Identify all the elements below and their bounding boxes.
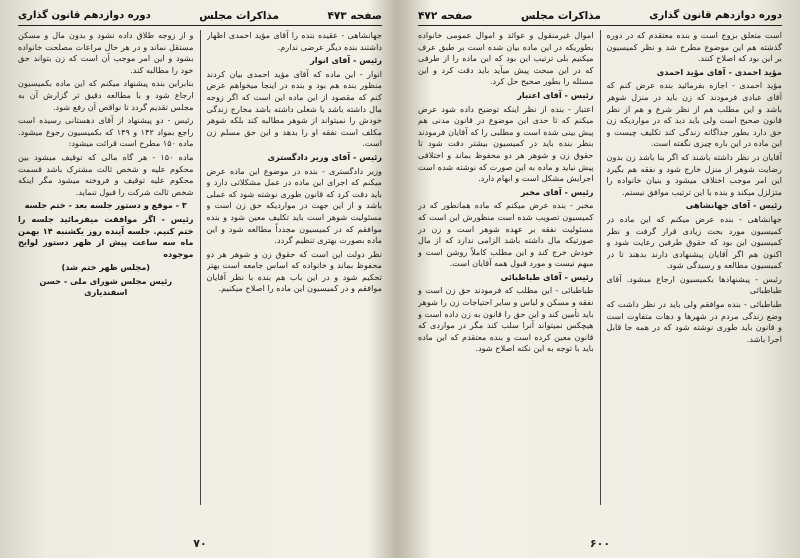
right-journal-title: مذاکرات مجلس — [521, 10, 601, 22]
right-page-label: صفحه ۴۷۲ — [418, 10, 473, 22]
text-paragraph: اعتبار - بنده از نظر اینکه توضیح داده شود عرض میکنم که تا حدی این موضوع در قانون مدنی هم پیش بینی شده است و مطلبی را که آقایان فرمودند بنظر بنده باید در کمیسیون بیشتر دقت شود تا حقوق زن و شوهر هر دو محفوظ بماند و اختلافی پیش نیاید و ماده به این صورت که نوشته شده است اجرایش مشکل است و ابهام دارد. — [418, 103, 594, 184]
text-paragraph: بنابراین بنده پیشنهاد میکنم که این ماده بکمیسیون ارجاع شود و با مطالعه دقیق تر گزارش آن به مجلس تقدیم گردد تا نواقص آن رفع شود. — [18, 78, 194, 112]
left-column-divider — [200, 30, 201, 505]
right-page — [400, 0, 800, 558]
speaker-line: ۳ - موقع و دستور جلسه بعد - ختم جلسه — [24, 200, 187, 211]
left-column-b — [18, 30, 194, 505]
speaker-line: رئیس - آقای جهانشاهی — [685, 200, 782, 211]
text-paragraph: طباطبائی - بنده موافقم ولی باید در نظر داشت که وضع زندگی مردم در شهرها و دهات متفاوت است و قانون باید طوری نوشته شود که در همه جا قابل اجرا باشد. — [606, 299, 782, 344]
text-paragraph: رئیس - دو پیشنهاد از آقای دهستانی رسیده است راجع بمواد ۱۴۲ و ۱۴۹ که بکمیسیون رجوع میشود. ماده ۱۵۰ مطرح است قرائت میشود: — [18, 115, 194, 149]
text-paragraph: نظر دولت این است که حقوق زن و شوهر هر دو محفوظ بماند و خانواده که اساس جامعه است بهتر تحکیم شود و در این باب هم بنده با نظر آقایان موافقم و در کمیسیون این ماده را اصلاح میکنیم. — [206, 248, 382, 294]
left-journal-title: مذاکرات مجلس — [199, 10, 279, 22]
speaker-line: رئیس - آقای مخبر — [520, 186, 594, 197]
left-series-title: دوره دوازدهم قانون گذاری — [18, 10, 151, 21]
left-page-label: صفحه ۴۷۳ — [327, 10, 382, 22]
left-header — [18, 10, 382, 23]
text-paragraph: و از زوجه طلاق داده نشود و بدون مال و مسکن مستقل نماند و در هر حال مراعات مصلحت خانواده بشود و این امر موجب آن است که زن بتواند حق خود را مطالبه کند. — [18, 30, 194, 75]
speaker-line: رئیس - آقای طباطبائی — [500, 271, 594, 282]
right-header-rule — [418, 25, 782, 26]
text-paragraph: است متعلق بزوج است و بنده معتقدم که در دوره گذشته هم این موضوع مطرح شد و نظر کمیسیون بر این بود که اصلاح کنند. — [606, 30, 782, 64]
text-paragraph: آقایان در نظر داشته باشند که اگر بنا باشد زن بدون رضایت شوهر از منزل خارج شود و نفقه هم بگیرد این امر موجب اختلاف میشود و بنیان خانواده را متزلزل میکند و بنده با این ترتیب موافق نیستم. — [606, 151, 782, 197]
left-header-rule — [18, 25, 382, 26]
speaker-line: رئیس مجلس شورای ملی - حسن اسفندیاری — [39, 275, 173, 298]
text-paragraph: مخبر - بنده عرض میکنم که ماده همانطور که در کمیسیون تصویب شده است منظورش این است که مسئولیت نفقه بر عهده شوهر است و زن در صورتیکه مال داشته باشد الزامی ندارد که از مال خودش خرج کند و این مطلب کاملاً روشن است و مبهم نیست و مورد قبول همه آقایان است. — [418, 200, 594, 269]
speaker-line: (مجلس ظهر ختم شد) — [61, 262, 151, 273]
text-paragraph: جهانشاهی - بنده عرض میکنم که این ماده در کمیسیون مورد بحث زیادی قرار گرفت و نظر کمیسیون این بود که حقوق طرفین رعایت شود و اکنون هم اگر آقایان پیشنهادی دارند بدهند تا در کمیسیون مطالعه و رسیدگی شود. — [606, 213, 782, 271]
text-paragraph: مؤید احمدی - اجازه بفرمائید بنده عرض کنم که آقای عبادی فرمودند که زن باید در منزل شوهر باشد و این مطلب هم از نظر شرع و هم از نظر قانون صحیح است ولی باید دید که در مواردیکه زن حق دارد بطور جداگانه زندگی کند تکلیف چیست و این ماده در این باره چیزی نگفته است. — [606, 80, 782, 149]
speaker-line: رئیس - آقای اعتبار — [517, 89, 594, 100]
text-paragraph: ماده ۱۵۰ - هر گاه مالی که توقیف میشود بین محکوم علیه و شخص ثالث مشترک باشد قسمت محکوم علیه توقیف و فروخته میشود مگر اینکه شخص ثالث شرکت را قبول ننماید. — [18, 151, 194, 197]
right-series-title: دوره دوازدهم قانون گذاری — [649, 10, 782, 21]
right-page-number: ۶۰۰ — [589, 537, 611, 550]
right-column-a — [418, 30, 594, 505]
speaker-line: رئیس - آقای وزیر دادگستری — [267, 151, 382, 162]
right-column-divider — [600, 30, 601, 505]
text-paragraph: جهانشاهی - عقیده بنده را آقای مؤید احمدی اظهار داشتند بنده دیگر عرضی ندارم. — [206, 30, 382, 52]
text-paragraph: طباطبائی - این مطلب که فرمودند حق زن است و نفقه و مسکن و لباس و سایر احتیاجات زن را شوهر باید تأمین کند و این حق را قانون به زن داده است و هیچکس نمیتواند آنرا سلب کند مگر در مواردی که قانون معین کرده است و بنده معتقدم که این ماده باید با توجه به این نکته اصلاح شود. — [418, 285, 594, 354]
text-paragraph: وزیر دادگستری - بنده در موضوع این ماده عرض میکنم که اجرای این ماده در عمل مشکلاتی دارد و باید دقت کرد که قانون طوری نوشته شود که عملی باشد و از این جهت در مواردیکه حق زن است و مسئولیت شوهر است باید تکلیف معین شود و بنده موافقم که در کمیسیون مجدداً مطالعه شود و این ماده بصورت بهتری تنظیم گردد. — [206, 165, 382, 246]
text-paragraph: رئیس - پیشنهادها بکمیسیون ارجاع میشود. آقای طباطبائی — [606, 273, 782, 296]
speaker-line: مؤید احمدی - آقای مؤید احمدی — [656, 66, 782, 77]
text-paragraph: اموال غیرمنقول و عوائد و اموال عمومی خانواده بطوریکه در این ماده بیان شده است بر طبق عرف میکنیم بلی ترتیب این بود که این ماده را از طرفی که در این مبحث پیش میآید باید دقت کرد و این مسئله را بطور صحیح حل کرد. — [418, 30, 594, 87]
right-header — [418, 10, 782, 23]
left-page-number: ۷۰ — [193, 537, 207, 550]
text-paragraph: انوار - این ماده که آقای مؤید احمدی بیان کردند منظور بنده هم بود و بنده در اینجا میخواهم عرض کنم که مقصود از این ماده این است که اگر زوجه مال داشته باشد یا شغلی داشته باشد مخارج زندگی خودش را نمیتواند از شوهر مطالبه کند بلکه شوهر مکلف است نفقه او را بدهد و این حق مسلم زن است. — [206, 68, 382, 149]
left-column-a — [207, 30, 383, 505]
speaker-line: رئیس - آقای انوار — [310, 55, 382, 66]
right-column-b — [607, 30, 783, 505]
speaker-line: رئیس - اگر موافقت میفرمائید جلسه را ختم کنیم. جلسه آینده روز یکشنبه ۱۴ بهمن ماه سه ساعت پیش از ظهر دستور لوایح موجوده — [18, 213, 194, 259]
